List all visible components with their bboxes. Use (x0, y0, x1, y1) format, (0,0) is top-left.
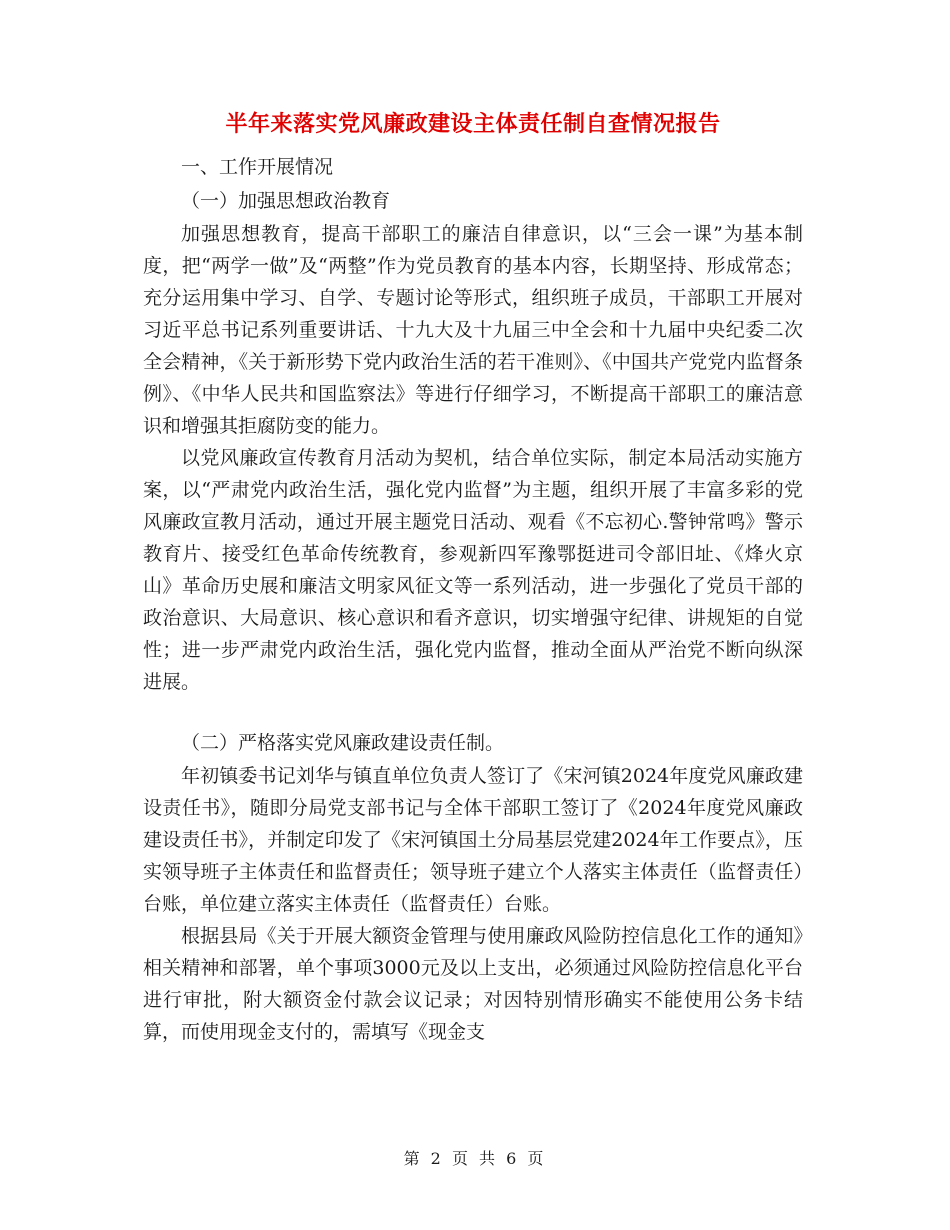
subsection-heading-2: （二）严格落实党风廉政建设责任制。 (181, 732, 505, 754)
document-body (143, 104, 803, 1048)
paragraph-gap (143, 698, 803, 726)
paragraph: 根据县局《关于开展大额资金管理与使用廉政风险防控信息化工作的通知》相关精神和部署，单个事项3000元及以上支出，必须通过风险防控信息化平台进行审批，附大额资金付款会议记录；对因特别情形确实不能使用公务卡结算，而使用现金支付的，需填写《现金支 (143, 925, 803, 1043)
paragraph: 以党风廉政宣传教育月活动为契机，结合单位实际，制定本局活动实施方案，以“严肃党内政治生活，强化党内监督”为主题，组织开展了丰富多彩的党风廉政宣教月活动，通过开展主题党日活动、观看《不忘初心.警钟常鸣》警示教育片、接受红色革命传统教育，参观新四军豫鄂挺进司令部旧址、《烽火京山》革命历史展和廉洁文明家风征文等一系列活动，进一步强化了党员干部的政治意识、大局意识、核心意识和看齐意识，切实增强守纪律、讲规矩的自觉性；进一步严肃党内政治生活，强化党内监督，推动全面从严治党不断向纵深进展。 (143, 447, 803, 693)
document-title: 半年来落实党风廉政建设主体责任制自查情况报告 (225, 111, 721, 137)
paragraph: 年初镇委书记刘华与镇直单位负责人签订了《宋河镇2024年度党风廉政建设责任书》，随即分局党支部书记与全体干部职工签订了《2024年度党风廉政建设责任书》，并制定印发了《宋河镇国土分局基层党建2024年工作要点》，压实领导班子主体责任和监督责任；领导班子建立个人落实主体责任（监督责任）台账，单位建立落实主体责任（监督责任）台账。 (143, 765, 803, 915)
page-number: 第 2 页 共 6 页 (403, 1149, 547, 1168)
subsection-heading-1: （一）加强思想政治教育 (181, 190, 391, 212)
paragraph: 加强思想教育，提高干部职工的廉洁自律意识，以“三会一课”为基本制度，把“两学一做”及“两整”作为党员教育的基本内容，长期坚持、形成常态；充分运用集中学习、自学、专题讨论等形式，组织班子成员，干部职工开展对习近平总书记系列重要讲话、十九大及十九届三中全会和十九届中央纪委二次全会精神，《关于新形势下党内政治生活的若干准则》、《中国共产党党内监督条例》、《中华人民共和国监察法》等进行仔细学习，不断提高干部职工的廉洁意识和增强其拒腐防变的能力。 (143, 223, 803, 437)
section-heading-1: 一、工作开展情况 (181, 156, 334, 178)
